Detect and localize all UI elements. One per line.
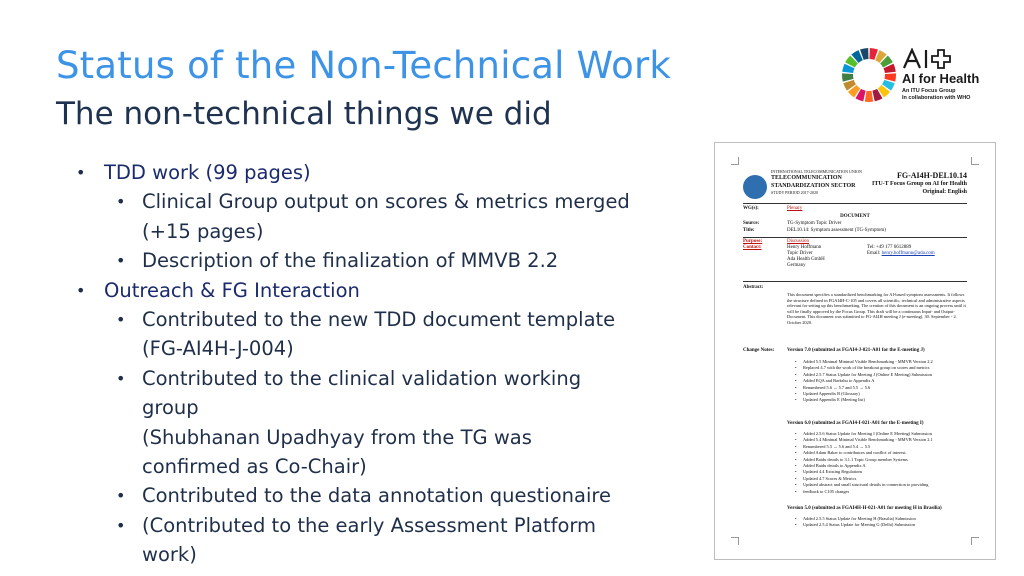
- doc-original: Original: English: [922, 189, 967, 195]
- doc-contact-line: Germany: [787, 263, 806, 268]
- sub-bullet-clinical-group-cont: (+15 pages): [142, 219, 264, 243]
- doc-version-5-list: [795, 516, 971, 529]
- doc-contact-line: Ada Health GmbH: [787, 257, 825, 262]
- doc-contact-line: Topic Driver: [787, 251, 813, 256]
- doc-change-item: • Updated 4.7 Scores & Metrics: [795, 476, 971, 482]
- doc-contact-details: [867, 245, 935, 257]
- doc-purpose-label: Purpose:: [743, 239, 763, 244]
- bullet-list: [76, 158, 696, 570]
- sdg-wheel-segment: [842, 73, 853, 81]
- doc-change-item: • Renumbered 5.6 → 5.7 and 5.5 → 5.6: [795, 385, 971, 391]
- doc-change-item: • Added 5.5 Minimal Minimal Visible Benchmarking - MMVB Version 2.2: [795, 359, 971, 365]
- logo-tagline: [902, 88, 970, 102]
- doc-org: [771, 174, 856, 190]
- doc-contact-block: [787, 245, 825, 269]
- doc-title-label: Title:: [743, 228, 755, 233]
- doc-group: ITU-T Focus Group on AI for Health: [871, 181, 967, 187]
- sdg-wheel-segment: [865, 91, 873, 102]
- doc-change-item: • feedback to C105 changes: [795, 489, 971, 495]
- sub-bullet-mmvb: • Description of the finalization of MMVB 2.2: [76, 246, 696, 275]
- doc-purpose-value: Discussion: [787, 239, 809, 244]
- bullet-outreach: • Outreach & FG Interaction: [76, 276, 696, 305]
- doc-wg-value: Plenary: [787, 206, 803, 211]
- doc-change-item: • Added Baidu details to 3.1.1 Topic Group member Systems: [795, 457, 971, 463]
- sub-bullet-assessment-platform-cont: work): [142, 543, 197, 567]
- crop-mark: [731, 157, 739, 165]
- divider: [743, 237, 967, 238]
- bullet-tdd-work: • TDD work (99 pages): [76, 158, 696, 187]
- doc-version-5: Version 5.0 (submitted as FGAI4H-H-021-A01 for meeting H in Brasilia): [787, 506, 942, 511]
- doc-change-item: • Updated Appendix B (Glossary): [795, 391, 971, 397]
- doc-contact-label: Contact:: [743, 245, 762, 250]
- doc-change-item: • Added 2.5.6 Status Update for Meeting I (Online E Meeting) Submission: [795, 431, 971, 437]
- doc-contact-line: Henry Hoffmann: [787, 245, 822, 250]
- itu-logo-icon: [743, 175, 767, 199]
- ai-for-health-logo: [840, 44, 1000, 108]
- doc-source-label: Source:: [743, 221, 760, 226]
- sub-bullet-clinical-validation-cont-2: (Shubhanan Upadhyay from the TG was: [142, 425, 532, 449]
- doc-email-link[interactable]: henry.hoffmann@ada.com: [881, 251, 935, 256]
- crop-mark: [971, 537, 979, 545]
- doc-changes-label: Change Notes:: [743, 348, 775, 353]
- doc-version-6: Version 6.0 (submitted as FGAI4-I-021-A01 for the E-meeting I): [787, 421, 924, 426]
- sub-bullet-clinical-validation-cont-3: confirmed as Co-Chair): [142, 455, 367, 479]
- doc-org-line-1: TELECOMMUNICATION: [771, 175, 842, 181]
- doc-abstract-text: This document specifies a standardized benchmarking for AI-based symptom assessments. It follows the structure defined in FGAI4H-C-105 and covers all scientific, technical and administrative aspects relevant for setting up this benchmarking. The creation of this document is an ongoing process until it will be finally approved by the Focus Group. This draft will be a continuous Input- and Output-Document. This document was submitted to FG-AI4H meeting J (e-meeting), 30. September - 2. October 2020.: [787, 292, 966, 325]
- ai-plus-mark-icon: [902, 48, 966, 70]
- sub-bullet-clinical-group: • Clinical Group output on scores & metrics merged: [76, 187, 696, 216]
- doc-change-item: • Added 2.5.7 Status Update for Meeting J (Online E Meeting) Submission: [795, 372, 971, 378]
- doc-version-7-list: [795, 359, 971, 404]
- doc-org-small: INTERNATIONAL TELECOMMUNICATION UNION: [771, 169, 862, 174]
- sub-bullet-tdd-template-cont: (FG-AI4H-J-004): [142, 337, 294, 361]
- doc-change-item: • Replaced 4.7 with the work of the breakout group on scores and metrics: [795, 365, 971, 371]
- doc-code: FG-AI4H-DEL10.14: [897, 171, 967, 180]
- doc-change-item: • Added 2.5.5 Status Update for Meeting H (Brasilia) Submission: [795, 516, 971, 522]
- crop-mark: [731, 537, 739, 545]
- sub-bullet-data-annotation: • Contributed to the data annotation questionaire: [76, 481, 696, 510]
- crop-mark: [971, 157, 979, 165]
- sdg-wheel-icon: [840, 46, 898, 104]
- doc-title-value: DEL10.14: Symptom assessment (TG-Symptom): [787, 228, 886, 233]
- doc-version-7: Version 7.0 (submitted as FGAI4-J-021-A01 for the E-meeting J): [787, 348, 925, 353]
- logo-name: AI for Health: [902, 71, 980, 86]
- sub-bullet-assessment-platform: • (Contributed to the early Assessment Platform: [76, 511, 696, 540]
- document-thumbnail: [714, 142, 996, 560]
- slide-subtitle: The non-technical things we did: [56, 96, 552, 132]
- sub-bullet-clinical-validation-cont-1: group: [142, 396, 199, 420]
- doc-change-item: • Added EQA and Barkshu to Appendix A: [795, 378, 971, 384]
- doc-change-item: • Added 5.4 Minimal Minimal Visible Benchmarking - MMVB Version 2.1: [795, 437, 971, 443]
- doc-email-label: Email:: [867, 251, 881, 256]
- logo-tagline-line-2: In collaboration with WHO: [902, 95, 971, 101]
- doc-change-item: • Added Adam Baker to contributors and conflict of interest.: [795, 450, 971, 456]
- doc-change-item: • Updated 2.5.4 Status Update for Meeting G (Delhi) Submission: [795, 522, 971, 528]
- doc-version-6-list: [795, 431, 971, 495]
- slide-title: Status of the Non-Technical Work: [56, 44, 672, 87]
- doc-change-item: • Renumbered 5.5 → 5.6 and 5.4 → 5.5: [795, 444, 971, 450]
- sub-bullet-clinical-validation: • Contributed to the clinical validation working: [76, 364, 696, 393]
- doc-tel: Tel: +49 177 6612889: [867, 245, 912, 250]
- divider: [743, 203, 967, 204]
- doc-email-line: [867, 251, 935, 257]
- doc-type: DOCUMENT: [840, 214, 870, 219]
- doc-study-period: STUDY PERIOD 2017-2020: [771, 190, 818, 195]
- doc-abstract-label: Abstract:: [743, 285, 764, 290]
- doc-source-value: TG-Symptom Topic Driver: [787, 221, 842, 226]
- doc-header-right: [872, 172, 967, 196]
- doc-wg-label: WG(s):: [743, 206, 759, 211]
- logo-tagline-line-1: An ITU Focus Group: [902, 88, 956, 94]
- sdg-wheel-segment: [885, 73, 896, 81]
- sub-bullet-tdd-template: • Contributed to the new TDD document template: [76, 305, 696, 334]
- doc-change-item: • Updated abstract and small structural details in connection to providing: [795, 482, 971, 488]
- divider: [743, 281, 967, 282]
- doc-change-item: • Updated 4.4 Existing Regulations: [795, 469, 971, 475]
- doc-change-item: • Updated Appendix E (Meeting list): [795, 397, 971, 403]
- doc-org-line-2: STANDARDIZATION SECTOR: [771, 183, 856, 189]
- doc-change-item: • Added Baidu details to Appendix A: [795, 463, 971, 469]
